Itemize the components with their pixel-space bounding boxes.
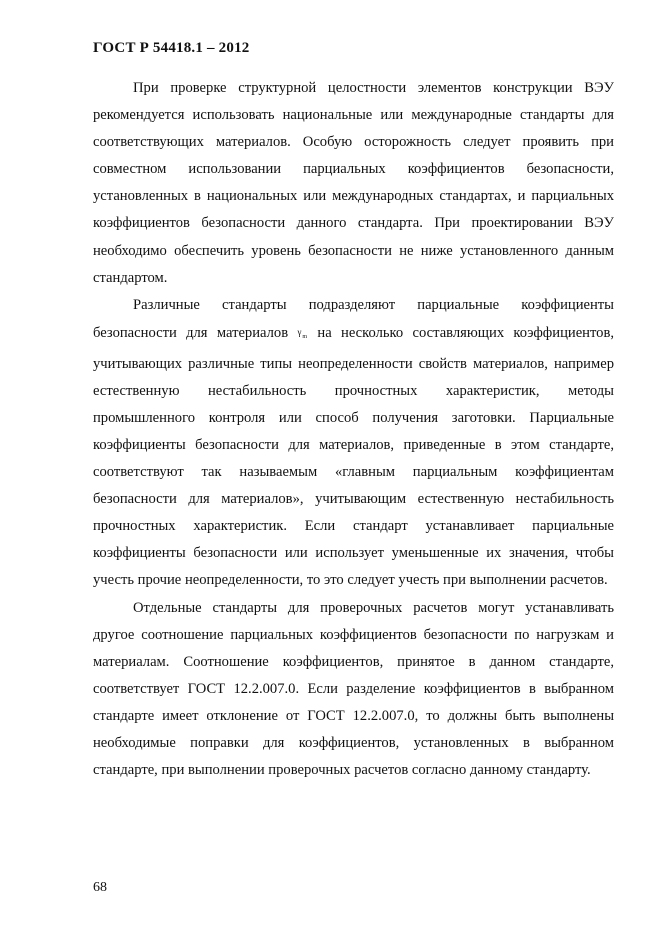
paragraph-2 [93,292,614,595]
document-body [93,75,614,784]
paragraph-2-end: на несколько составляющих коэффициентов, учитывающих различные типы неопределенности свойств материалов, например естественную нестабильность прочностных характеристик, методы промышленного контроля или способ получения заготовки. Парциальные коэффициенты безопасности для материалов, приведенные в этом стандарте, соответствуют так называемым «главным парциальным коэффициентам безопасности для материалов», учитывающим естественную нестабильность прочностных характеристик. Если стандарт устанавливает парциальные коэффициенты безопасности или использует уменьшенные их значения, чтобы учесть прочие неопределенности, то это следует учесть при выполнении расчетов. [93,324,615,589]
page-number: 68 [93,880,107,895]
gamma-m-symbol: $\gamma_m$ [297,326,309,340]
paragraph-3: Отдельные стандарты для проверочных расчетов могут устанавливать другое соотношение парциальных коэффициентов безопасности по нагрузкам и материалам. Соотношение коэффициентов, принятое в данном стандарте, соответствует ГОСТ 12.2.007.0. Если разделение коэффициентов в выбранном стандарте имеет отклонение от ГОСТ 12.2.007.0, то должны быть выполнены необходимые поправки для коэффициентов, установленных в выбранном стандарте, при выполнении проверочных расчетов согласно данному стандарту. [93,599,614,779]
paragraph-1: При проверке структурной целостности элементов конструкции ВЭУ рекомендуется использовать национальные или международные стандарты для соответствующих материалов. Особую осторожность следует проявить при совместном использовании парциальных коэффициентов безопасности, установленных в национальных или международных стандартах, и парциальных коэффициентов безопасности данного стандарта. При проектировании ВЭУ необходимо обеспечить уровень безопасности не ниже установленного данным стандартом. [93,80,614,286]
document-header: ГОСТ Р 54418.1 – 2012 [93,40,250,56]
paragraph-2-start: Различные стандарты подразделяют парциальные коэффициенты безопасности для материалов [93,296,614,341]
